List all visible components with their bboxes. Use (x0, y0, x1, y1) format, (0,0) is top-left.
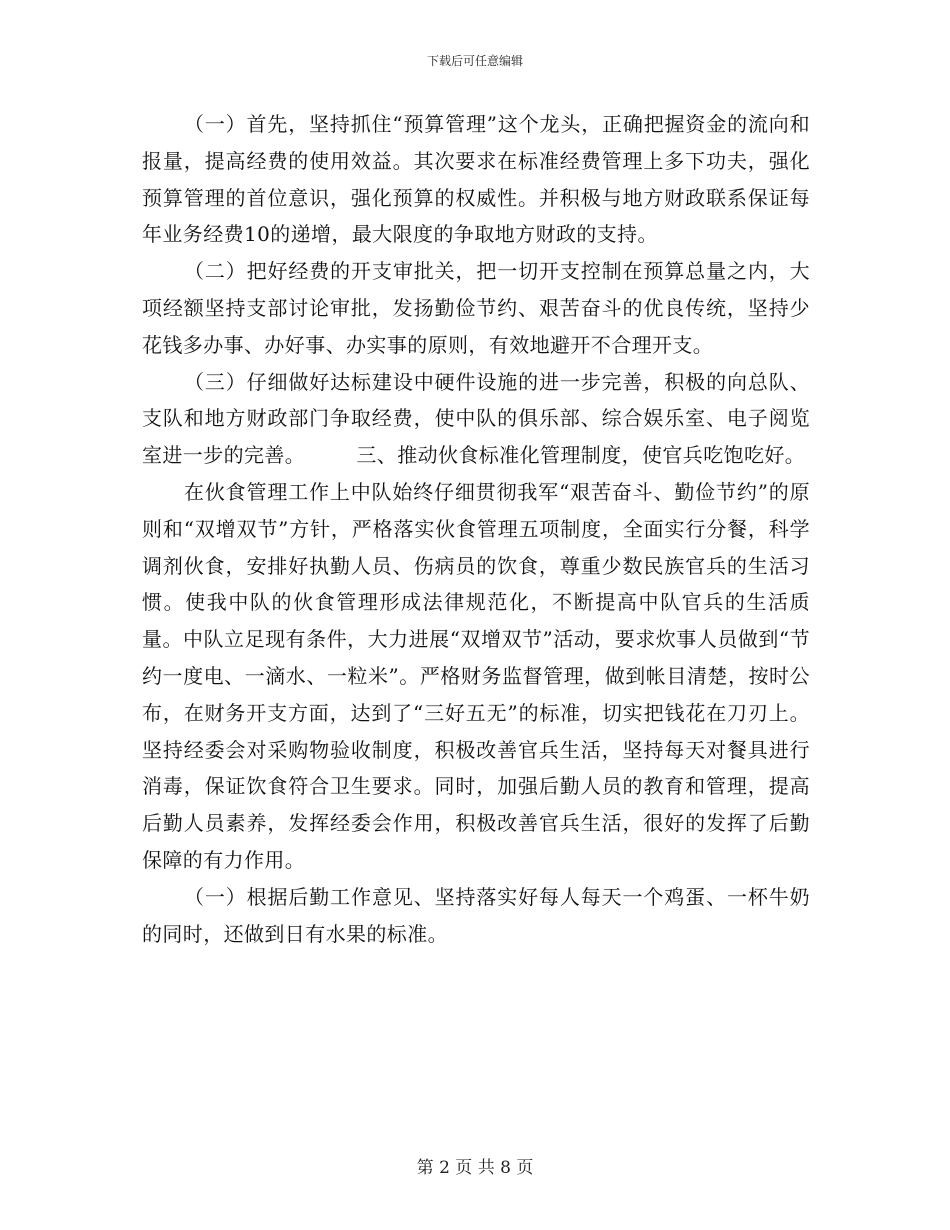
paragraph-expense-approval: （二）把好经费的开支审批关，把一切开支控制在预算总量之内，大项经额坚持支部讨论审批，发扬勤俭节约、艰苦奋斗的优良传统，坚持少花钱多办事、办好事、办实事的原则，有效地避开不合理开支。 (142, 259, 810, 357)
page-header: 下载后可任意编辑 (426, 54, 523, 68)
paragraph-food-management: 在伙食管理工作上中队始终仔细贯彻我军“艰苦奋斗、勤俭节约”的原则和“双增双节”方针，严格落实伙食管理五项制度，全面实行分餐，科学调剂伙食，安排好执勤人员、伤病员的饮食，尊重少数民族官兵的生活习惯。使我中队的伙食管理形成法律规范化，不断提高中队官兵的生活质量。中队立足现有条件，大力进展“双增双节”活动，要求炊事人员做到“节约一度电、一滴水、一粒米”。严格财务监督管理，做到帐目清楚，按时公布，在财务开支方面，达到了“三好五无”的标准，切实把钱花在刀刃上。坚持经委会对采购物验收制度，积极改善官兵生活，坚持每天对餐具进行消毒，保证饮食符合卫生要求。同时，加强后勤人员的教育和管理，提高后勤人员素养，发挥经委会作用，积极改善官兵生活，很好的发挥了后勤保障的有力作用。 (142, 479, 810, 872)
paragraph-facilities: （三）仔细做好达标建设中硬件设施的进一步完善，积极的向总队、支队和地方财政部门争取经费，使中队的俱乐部、综合娱乐室、电子阅览室进一步的完善。 三、推动伙食标准化管理制度，使官兵吃饱吃好。 (142, 369, 810, 468)
paragraph-daily-standard: （一）根据后勤工作意见、坚持落实好每人每天一个鸡蛋、一杯牛奶的同时，还做到日有水果的标准。 (142, 884, 810, 946)
paragraph-budget-management: （一）首先，坚持抓住“预算管理”这个龙头，正确把握资金的流向和报量，提高经费的使用效益。其次要求在标准经费管理上多下功夫，强化预算管理的首位意识，强化预算的权威性。并积极与地方财政联系保证每年业务经费10的递增，最大限度的争取地方财政的支持。 (142, 112, 810, 247)
document-body (142, 106, 810, 952)
page-number: 第 2 页 共 8 页 (416, 1158, 534, 1178)
